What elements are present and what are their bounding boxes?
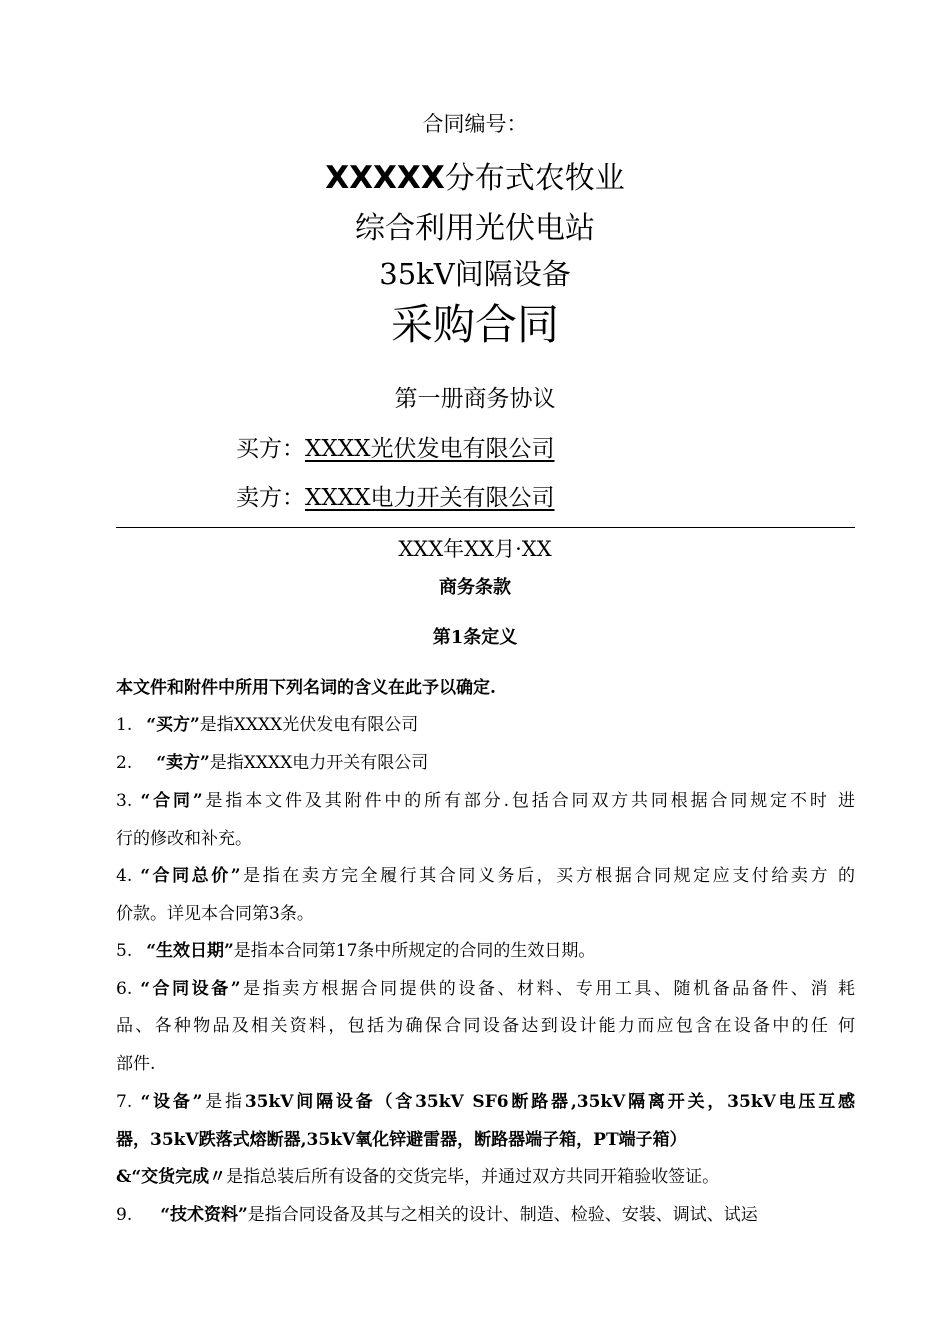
section-title: 商务条款 [439,577,511,598]
definition-item-3 [116,786,855,811]
definition-item-5 [116,936,595,961]
definition-item-2 [116,748,428,773]
item-number: 2. [116,753,133,773]
seller-line [236,479,555,512]
definition-text: 是指XXXX电力开关有限公司 [209,753,429,773]
item-number: 3. [116,791,133,811]
item-number: 4. [116,866,133,886]
defined-term: “合同设备” [140,979,241,999]
definition-item-8 [116,1162,719,1187]
volume-title: 第一册商务协议 [394,386,556,412]
definition-item-4 [116,861,855,886]
definition-text: 是指总装后所有设备的交货完毕，并通过双方共同开箱验收签证。 [226,1167,720,1187]
project-code: XXXXX [325,160,445,196]
defined-term: “交货完成〃 [131,1167,227,1187]
definition-text: 是指本文件及其附件中的所有部分.包括合同双方共同根据合同规定不时 进 [202,791,856,811]
title-line-1-text: 分布式农牧业 [444,161,625,196]
contract-title-line-2: 综合利用光伏电站 [355,211,595,246]
divider [116,527,855,528]
definition-item-7-continued: 器，35kV跌落式熔断器,35kV氧化锌避雷器，断路器端子箱，PT端子箱） [116,1130,687,1150]
buyer-label: 买方： [236,436,305,462]
defined-term: “技术资料” [160,1205,248,1225]
definition-item-1 [116,710,418,735]
definition-item-6 [116,974,855,999]
definitions-intro: 本文件和附件中所用下列名词的含义在此予以确定. [116,678,496,698]
definition-item-7 [116,1087,855,1112]
definition-text: 是指卖方根据合同提供的设备、材料、专用工具、随机备品备件、消 耗 [240,979,855,999]
definition-item-6-continued-2: 部件. [116,1054,156,1074]
contract-date: XXX年XX月·XX [398,537,552,561]
definition-text: 是指合同设备及其与之相关的设计、制造、检验、安装、调试、试运 [247,1205,758,1225]
definition-item-3-continued: 行的修改和补充。 [116,829,252,849]
buyer-name: XXXX光伏发电有限公司 [305,436,555,462]
item-number: 5. [116,941,133,961]
defined-term: “合同总价” [140,866,241,886]
definition-text: 是指在卖方完全履行其合同义务后，买方根据合同规定应支付给卖方 的 [240,866,855,886]
buyer-line [236,430,555,463]
definition-item-9 [116,1200,758,1225]
article-title: 第1条定义 [432,627,518,648]
item-number: 9. [116,1205,133,1225]
contract-title-line-3: 35kV间隔设备 [379,257,571,291]
seller-name: XXXX电力开关有限公司 [305,485,555,511]
contract-title-line-1 [0,153,950,197]
definition-text-bold: 35kV间隔设备（含35kV SF6断路器,35kV隔离开关，35kV电压互感 [244,1092,856,1112]
defined-term: “卖方” [156,753,210,773]
definition-text: 是指XXXX光伏发电有限公司 [199,715,419,735]
contract-number-label: 合同编号： [422,112,528,136]
definition-text: 是指本合同第17条中所规定的合同的生效日期。 [233,941,596,961]
item-number: & [116,1167,132,1187]
item-number: 6. [116,979,133,999]
item-number: 7. [116,1092,133,1112]
defined-term: “生效日期” [146,941,234,961]
defined-term: “买方” [146,715,200,735]
definition-item-6-continued: 品、各种物品及相关资料，包括为确保合同设备达到设计能力而应包含在设备中的任 何 [116,1016,855,1036]
defined-term: “设备” [140,1092,203,1112]
item-number: 1. [116,715,133,735]
seller-label: 卖方： [236,485,305,511]
definition-item-4-continued: 价款。详见本合同第3条。 [116,904,314,924]
definition-text: 是指 [202,1092,245,1112]
defined-term: “合同” [140,791,203,811]
contract-title-line-4: 采购合同 [390,300,559,349]
